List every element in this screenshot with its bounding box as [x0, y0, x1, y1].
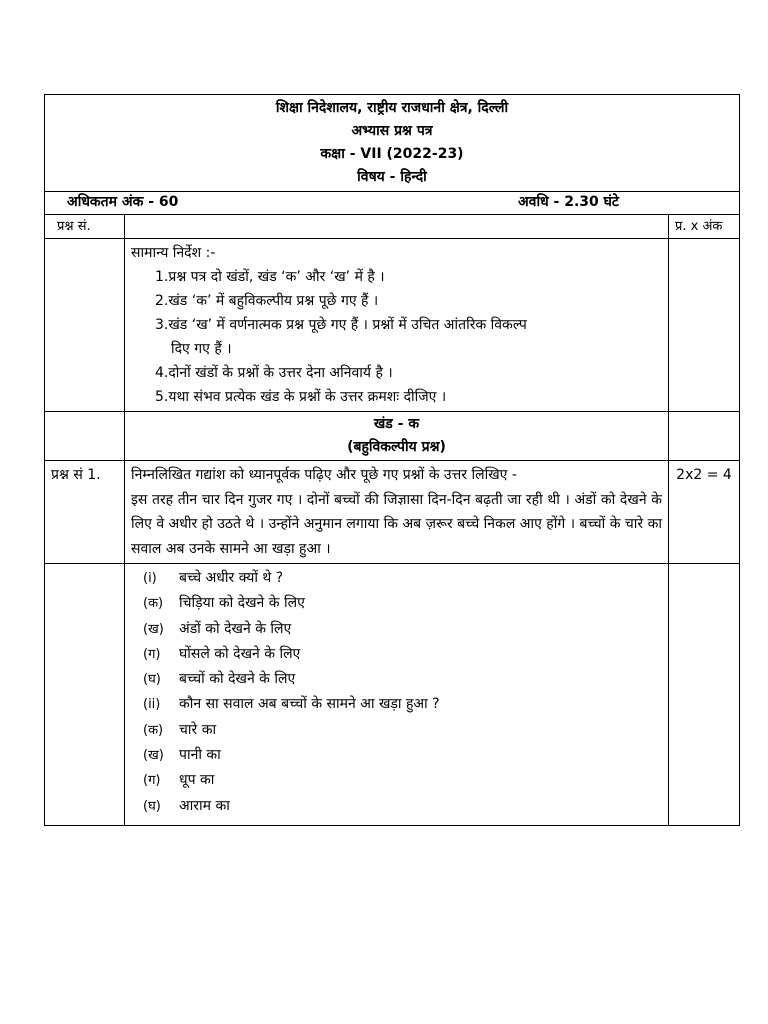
options-qno-cell [45, 564, 125, 826]
marks-column-header: प्र. x अंक [668, 215, 739, 239]
instruction-item: 1.प्रश्न पत्र दो खंडों, खंड ‘क’ और ‘ख’ में है । [155, 269, 385, 285]
question-1-instruction: निम्नलिखित गद्यांश को ध्यानपूर्वक पढ़िए और पूछे गए प्रश्नों के उत्तर लिखिए - [131, 467, 517, 483]
subquestion-marker: (ii) [143, 697, 161, 713]
option-marker: (ख) [143, 748, 164, 764]
qno-column-header: प्रश्न सं. [45, 215, 125, 239]
subquestion [143, 566, 650, 591]
option-item [143, 591, 650, 616]
header-block [45, 95, 740, 192]
subquestion-text: बच्चे अधीर क्यों थे ? [179, 570, 284, 586]
options-marks-cell [668, 564, 739, 826]
instructions-marks-cell [668, 239, 739, 412]
subquestion [143, 692, 650, 717]
subject-line: विषय - हिन्दी [357, 169, 427, 185]
section-a-marks-cell [668, 412, 739, 461]
marks-duration-cell [45, 192, 740, 215]
instruction-item-continued: दिए गए हैं । [171, 341, 232, 357]
class-line: कक्षा - VII (2022-23) [320, 146, 464, 162]
instruction-item: 5.यथा संभव प्रत्येक खंड के प्रश्नों के उत्तर क्रमशः दीजिए । [155, 389, 447, 405]
options-cell [125, 564, 669, 826]
question-1-options-row [45, 564, 740, 826]
section-a-subtitle: (बहुविकल्पीय प्रश्न) [347, 439, 446, 455]
subquestion-marker: (i) [143, 571, 157, 586]
duration: अवधि - 2.30 घंटे [517, 194, 619, 210]
question-1-row [45, 461, 740, 564]
question-paper [44, 94, 740, 826]
header-row [45, 95, 740, 192]
section-a-heading [125, 412, 669, 461]
option-marker: (घ) [143, 798, 161, 814]
question-1-marks: 2x2 = 4 [668, 461, 739, 564]
option-text: धूप का [179, 772, 215, 789]
org-name: शिक्षा निदेशालय, राष्ट्रीय राजधानी क्षेत्र, दिल्ली [275, 100, 509, 116]
option-marker: (क) [143, 722, 164, 738]
option-text: घोंसले को देखने के लिए [179, 645, 301, 662]
section-a-title: खंड - क [373, 416, 420, 432]
option-item [143, 794, 650, 819]
question-1-label: प्रश्न सं 1. [45, 461, 125, 564]
question-column-header [125, 215, 669, 239]
column-header-row [45, 215, 740, 239]
option-text: बच्चों को देखने के लिए [179, 671, 296, 688]
option-marker: (क) [143, 596, 164, 612]
option-item [143, 667, 650, 692]
option-text: अंडों को देखने के लिए [179, 620, 292, 637]
question-1-passage-cell [125, 461, 669, 564]
option-marker: (घ) [143, 672, 161, 688]
question-paper-table [44, 94, 740, 826]
option-marker: (ग) [143, 773, 161, 789]
marks-duration-row [45, 192, 740, 215]
instructions-qno-cell [45, 239, 125, 412]
question-1-passage: इस तरह तीन चार दिन गुजर गए । दोनों बच्चों की जिज्ञासा दिन-दिन बढ़ती जा रही थी । अंडों को देखने के लिए वे अधीर हो उठते थे । उन्होंने अनुमान लगाया कि अब ज़रूर बच्चे निकल आए होंगे । बच्चों के चारे का सवाल अब उनके सामने आ खड़ा हुआ । [131, 491, 662, 557]
option-marker: (ख) [143, 621, 164, 637]
instructions-cell [125, 239, 669, 412]
option-item [143, 642, 650, 667]
option-item [143, 617, 650, 642]
option-text: चारे का [179, 721, 217, 738]
instruction-item: 2.खंड ‘क’ में बहुविकल्पीय प्रश्न पूछे गए हैं । [155, 293, 379, 309]
option-item [143, 718, 650, 743]
option-item [143, 768, 650, 793]
instructions-heading: सामान्य निर्देश :- [131, 245, 216, 261]
option-text: चिड़िया को देखने के लिए [179, 595, 305, 612]
max-marks: अधिकतम अंक - 60 [67, 194, 179, 210]
instruction-item: 4.दोनों खंडों के प्रश्नों के उत्तर देना अनिवार्य है । [155, 365, 393, 381]
subquestion-text: कौन सा सवाल अब बच्चों के सामने आ खड़ा हुआ ? [179, 696, 440, 713]
section-a-qno-cell [45, 412, 125, 461]
section-a-row [45, 412, 740, 461]
paper-title: अभ्यास प्रश्न पत्र [351, 123, 433, 139]
instruction-item: 3.खंड ‘ख’ में वर्णनात्मक प्रश्न पूछे गए हैं । प्रश्नों में उचित आंतरिक विकल्प [155, 317, 527, 333]
option-text: पानी का [179, 747, 221, 764]
instructions-row [45, 239, 740, 412]
option-text: आराम का [179, 797, 230, 814]
option-marker: (ग) [143, 646, 161, 662]
option-item [143, 743, 650, 768]
